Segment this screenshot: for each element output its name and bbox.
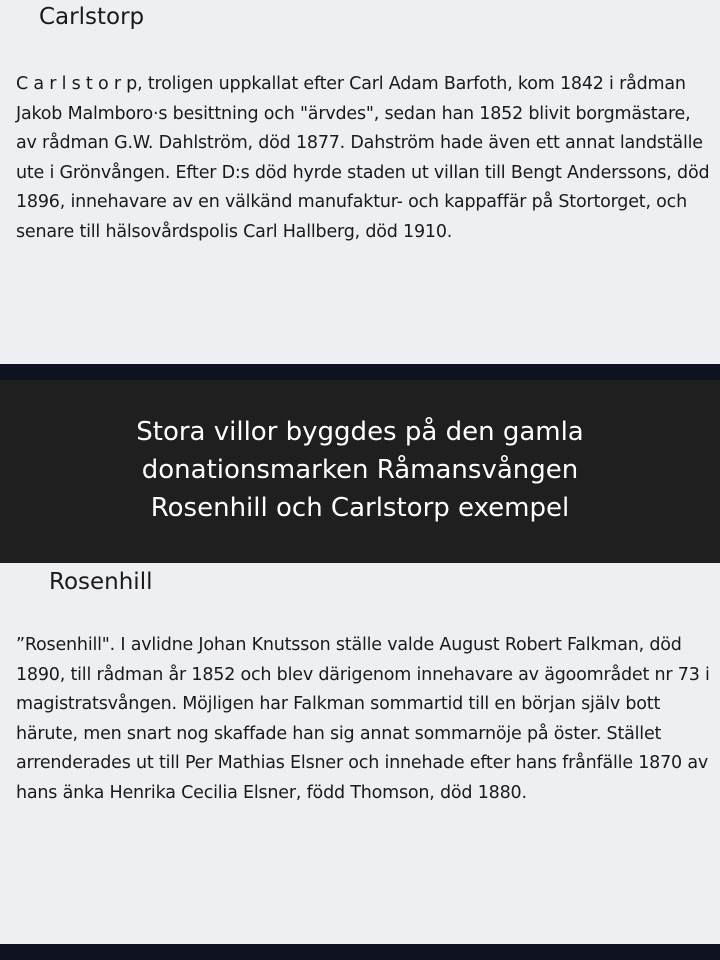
banner-line-1: Stora villor byggdes på den gamla xyxy=(136,416,584,447)
banner-line-2: donationsmarken Råmansvången xyxy=(141,454,579,485)
carlstorp-heading: Carlstorp xyxy=(39,4,145,30)
rosenhill-heading: Rosenhill xyxy=(49,569,153,595)
divider-band-bottom xyxy=(0,944,720,960)
divider-band-top xyxy=(0,364,720,380)
carlstorp-paragraph: C a r l s t o r p, troligen uppkallat efter Carl Adam Barfoth, kom 1842 i rådman Jakob Malmboro·s besittning och "ärvdes", sedan han 1852 blivit borgmästare, av rådman G.W. Dahlström, död 1877. Dahström hade även ett annat landställe ute i Grönvången. Efter D:s död hyrde staden ut villan till Bengt Anderssons, död 1896, innehavare av en välkänd manufaktur- och kappaffär på Stortorget, och senare till hälsovårdspolis Carl Hallberg, död 1910. xyxy=(16,74,710,242)
banner-line-3: Rosenhill och Carlstorp exempel xyxy=(150,492,570,523)
title-banner xyxy=(0,380,720,563)
banner-title xyxy=(136,413,583,527)
rosenhill-paragraph: ”Rosenhill". I avlidne Johan Knutsson ställe valde August Robert Falkman, död 1890, till rådman år 1852 och blev därigenom innehavare av ägoområdet nr 73 i magistratsvången. Möjligen har Falkman sommartid till en början själv bott härute, men snart nog skaffade han sig annat sommarnöje på öster. Stället arrenderades ut till Per Mathias Elsner och innehade efter hans frånfälle 1870 av hans änka Henrika Cecilia Elsner, född Thomson, död 1880. xyxy=(16,635,710,803)
